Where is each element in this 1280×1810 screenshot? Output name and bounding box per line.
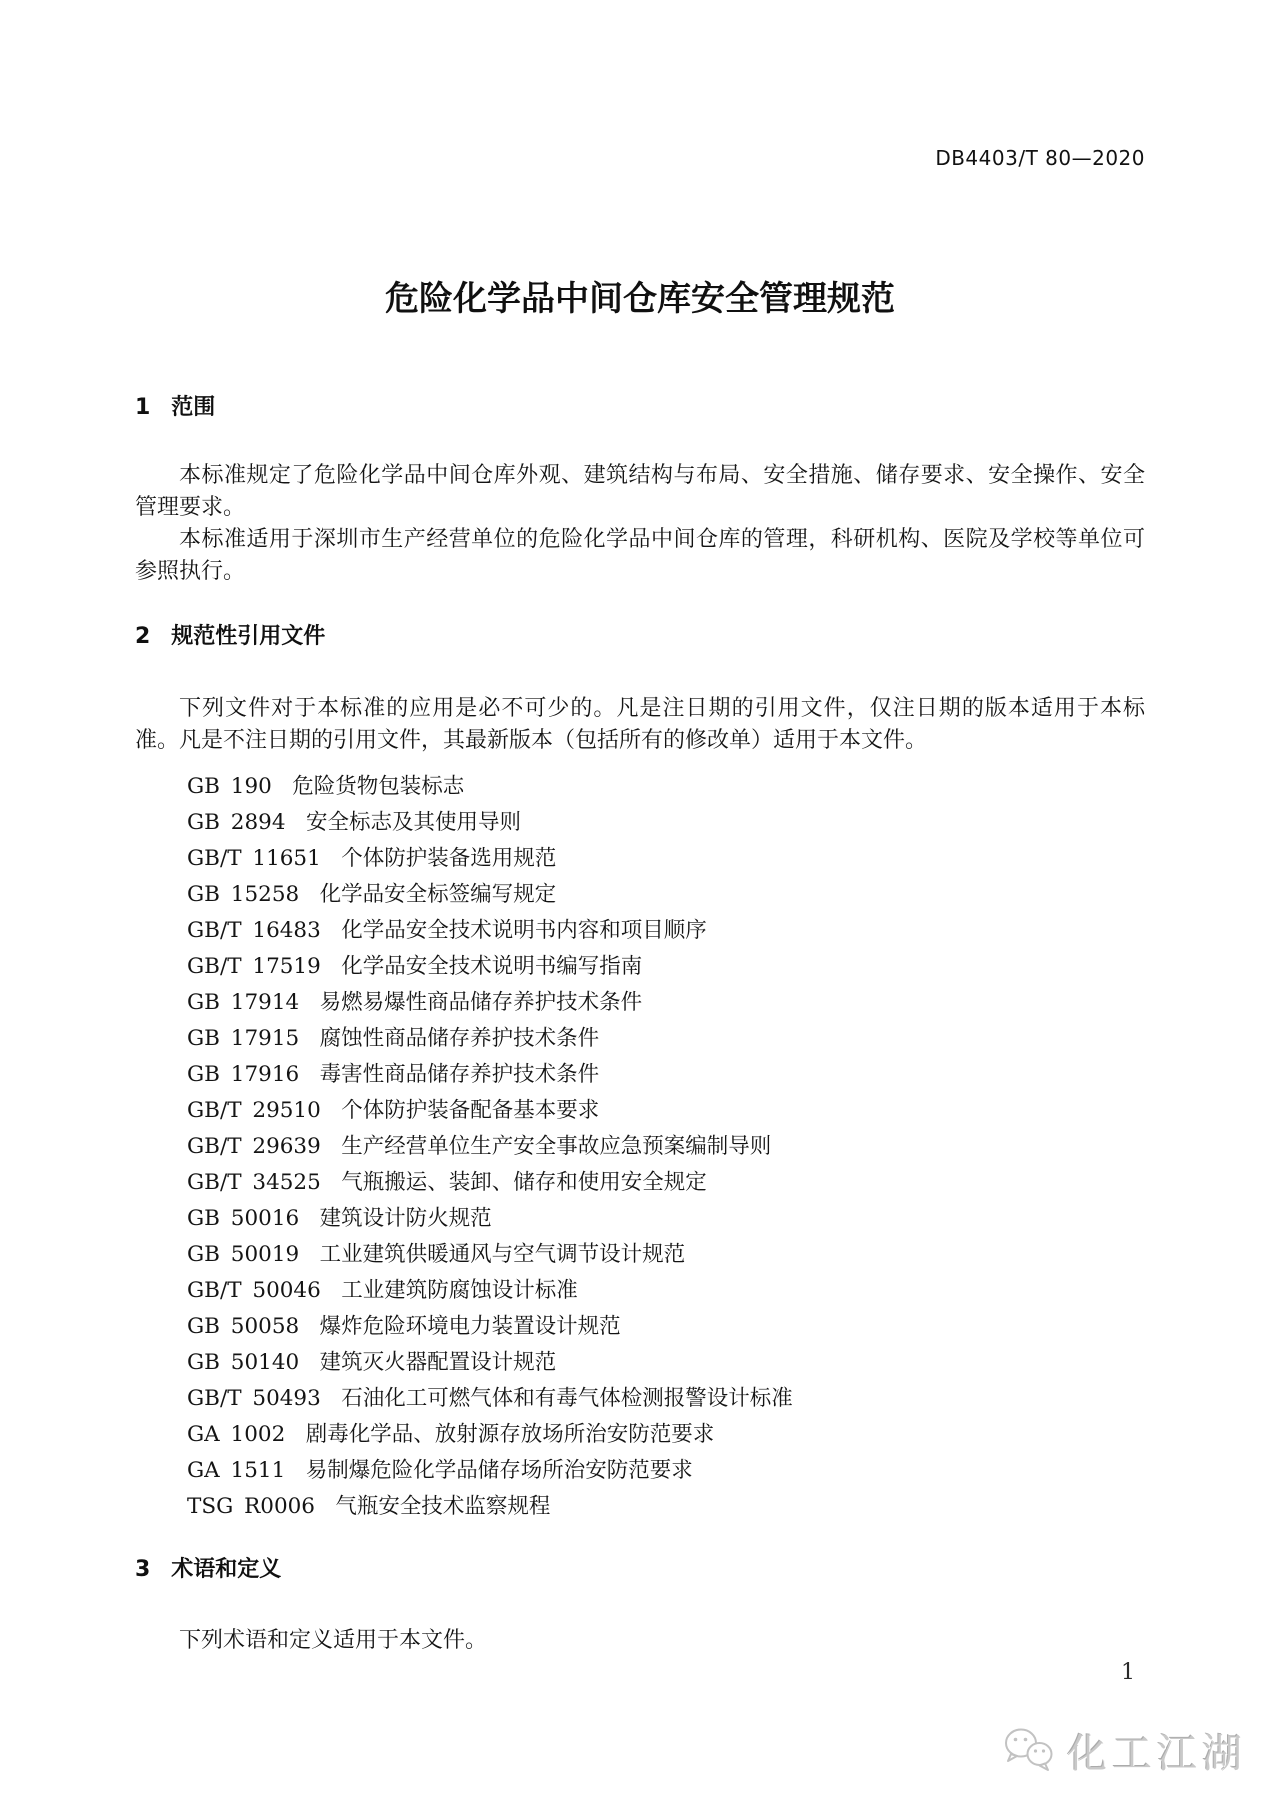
reference-title: 气瓶安全技术监察规程 — [335, 1494, 551, 1519]
reference-title: 气瓶搬运、装卸、储存和使用安全规定 — [341, 1170, 707, 1195]
document-code: DB4403/T 80—2020 — [935, 146, 1145, 170]
reference-item — [187, 1129, 1145, 1165]
reference-title: 工业建筑供暖通风与空气调节设计规范 — [319, 1242, 686, 1267]
reference-code: GB 50058 — [187, 1314, 300, 1339]
reference-code: GB/T 50046 — [187, 1278, 321, 1303]
section-normative-references — [135, 622, 1145, 1525]
reference-item — [187, 1309, 1145, 1345]
document-title: 危险化学品中间仓库安全管理规范 — [385, 279, 895, 319]
reference-item — [187, 1021, 1145, 1057]
reference-item — [187, 949, 1145, 985]
section-scope — [135, 393, 1145, 588]
reference-code: GB/T 29639 — [187, 1134, 321, 1159]
references-intro-paragraph: 下列文件对于本标准的应用是必不可少的。凡是注日期的引用文件，仅注日期的版本适用于本标准。凡是不注日期的引用文件，其最新版本（包括所有的修改单）适用于本文件。 — [135, 696, 1145, 753]
reference-item — [187, 805, 1145, 841]
scope-paragraph-2: 本标准适用于深圳市生产经营单位的危险化学品中间仓库的管理，科研机构、医院及学校等单位可参照执行。 — [135, 527, 1145, 584]
reference-code: GB 17915 — [187, 1026, 300, 1051]
reference-item — [187, 841, 1145, 877]
watermark-text: 化工江湖 — [1067, 1731, 1247, 1777]
section-terms-and-definitions — [135, 1555, 1145, 1657]
reference-code: GB/T 11651 — [187, 846, 321, 871]
reference-item — [187, 1417, 1145, 1453]
reference-code: GB 50140 — [187, 1350, 300, 1375]
reference-item — [187, 1201, 1145, 1237]
section-3-number: 3 — [135, 1557, 151, 1582]
reference-title: 个体防护装备配备基本要求 — [341, 1098, 600, 1123]
section-2-heading — [135, 622, 1145, 652]
reference-title: 工业建筑防腐蚀设计标准 — [341, 1278, 578, 1303]
reference-code: GA 1511 — [187, 1458, 286, 1483]
terms-intro-paragraph: 下列术语和定义适用于本文件。 — [179, 1628, 488, 1653]
reference-code: GB/T 34525 — [187, 1170, 321, 1195]
reference-title: 腐蚀性商品储存养护技术条件 — [319, 1026, 600, 1051]
section-1-heading — [135, 393, 1145, 423]
reference-item — [187, 1237, 1145, 1273]
reference-item — [187, 1093, 1145, 1129]
section-1-title: 范围 — [171, 395, 216, 420]
reference-code: GB/T 29510 — [187, 1098, 321, 1123]
reference-title: 石油化工可燃气体和有毒气体检测报警设计标准 — [341, 1386, 793, 1411]
reference-title: 建筑设计防火规范 — [319, 1206, 492, 1231]
reference-title: 易制爆危险化学品储存场所治安防范要求 — [305, 1458, 693, 1483]
section-3-heading — [135, 1555, 1145, 1585]
reference-code: GB 190 — [187, 774, 272, 799]
reference-title: 安全标志及其使用导则 — [305, 810, 521, 835]
section-3-title: 术语和定义 — [171, 1557, 282, 1582]
reference-item — [187, 1453, 1145, 1489]
reference-title: 毒害性商品储存养护技术条件 — [319, 1062, 600, 1087]
reference-code: GB 2894 — [187, 810, 286, 835]
reference-list — [135, 769, 1145, 1525]
reference-title: 个体防护装备选用规范 — [341, 846, 557, 871]
reference-code: GB/T 17519 — [187, 954, 321, 979]
page-number: 1 — [1121, 1660, 1135, 1685]
reference-code: GB/T 50493 — [187, 1386, 321, 1411]
reference-title: 生产经营单位生产安全事故应急预案编制导则 — [341, 1134, 772, 1159]
reference-item — [187, 1057, 1145, 1093]
section-2-title: 规范性引用文件 — [171, 624, 326, 649]
reference-item — [187, 1165, 1145, 1201]
reference-item — [187, 1345, 1145, 1381]
reference-code: GB 17916 — [187, 1062, 300, 1087]
reference-item — [187, 1381, 1145, 1417]
reference-title: 危险货物包装标志 — [292, 774, 465, 799]
scope-paragraph-1: 本标准规定了危险化学品中间仓库外观、建筑结构与布局、安全措施、储存要求、安全操作、安全管理要求。 — [135, 463, 1145, 520]
reference-code: GB 50016 — [187, 1206, 300, 1231]
reference-title: 化学品安全技术说明书内容和项目顺序 — [341, 918, 707, 943]
reference-title: 化学品安全标签编写规定 — [319, 882, 557, 907]
reference-code: TSG R0006 — [187, 1494, 315, 1519]
reference-item — [187, 913, 1145, 949]
reference-title: 易燃易爆性商品储存养护技术条件 — [319, 990, 643, 1015]
reference-item — [187, 769, 1145, 805]
reference-code: GB 15258 — [187, 882, 300, 907]
reference-title: 建筑灭火器配置设计规范 — [319, 1350, 557, 1375]
reference-title: 剧毒化学品、放射源存放场所治安防范要求 — [305, 1422, 715, 1447]
reference-code: GB 17914 — [187, 990, 300, 1015]
reference-item — [187, 1273, 1145, 1309]
reference-item — [187, 877, 1145, 913]
wechat-icon — [1001, 1726, 1059, 1776]
reference-title: 化学品安全技术说明书编写指南 — [341, 954, 643, 979]
section-2-number: 2 — [135, 624, 151, 649]
publisher-watermark — [1001, 1722, 1247, 1779]
reference-code: GA 1002 — [187, 1422, 286, 1447]
reference-title: 爆炸危险环境电力装置设计规范 — [319, 1314, 621, 1339]
section-1-number: 1 — [135, 395, 151, 420]
reference-item — [187, 1489, 1145, 1525]
reference-item — [187, 985, 1145, 1021]
reference-code: GB/T 16483 — [187, 918, 321, 943]
reference-code: GB 50019 — [187, 1242, 300, 1267]
